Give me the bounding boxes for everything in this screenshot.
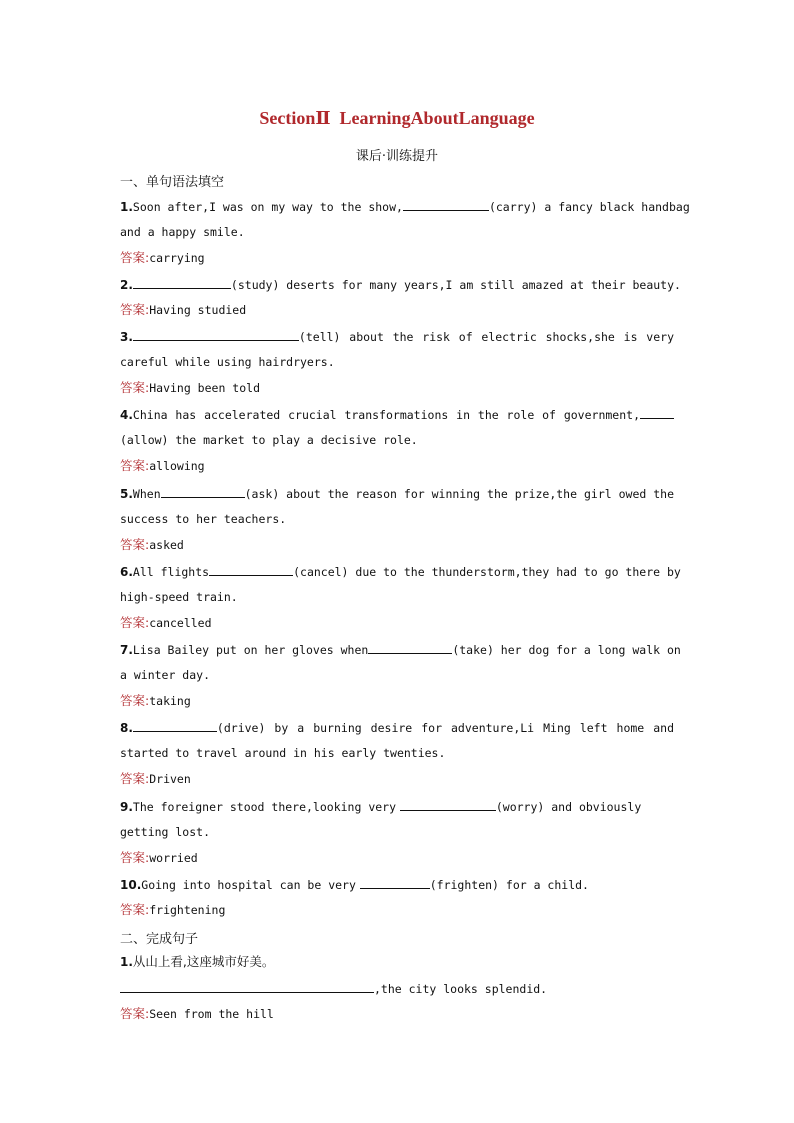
answer-3: 答案:Having been told: [120, 380, 260, 395]
answer-blank[interactable]: [209, 563, 293, 576]
question-1: 1.Soon after,I was on my way to the show, (carry) a fancy black handbag: [120, 200, 690, 214]
answer-blank[interactable]: [360, 876, 430, 889]
translation-question-1: 1.从山上看,这座城市好美。: [120, 954, 275, 969]
question-3-continued: careful while using hairdryers.: [120, 355, 335, 369]
translation-sentence-1: ,the city looks splendid.: [120, 980, 674, 997]
answer-2: 答案:Having studied: [120, 302, 247, 317]
section-heading-one: 一、单句语法填空: [120, 175, 225, 190]
section-heading-two: 二、完成句子: [120, 932, 199, 947]
question-8: 8. (drive) by a burning desire for adventure,Li Ming left home and: [120, 721, 674, 735]
question-5: 5.When (ask) about the reason for winning the prize,the girl owed the: [120, 487, 674, 501]
question-4-continued: (allow) the market to play a decisive role.: [120, 433, 418, 447]
answer-4: 答案:allowing: [120, 458, 205, 473]
question-9: 9.The foreigner stood there,looking very (worry) and obviously: [120, 800, 642, 814]
answer-9: 答案:worried: [120, 850, 198, 865]
page-subtitle: 课后·训练提升: [355, 149, 439, 164]
answer-blank[interactable]: [133, 328, 299, 341]
question-4: 4.China has accelerated crucial transformations in the role of government,: [120, 406, 674, 423]
answer-blank[interactable]: [368, 641, 452, 654]
question-7-continued: a winter day.: [120, 668, 211, 682]
question-3: 3. (tell) about the risk of electric shocks,she is very: [120, 330, 674, 344]
question-10: 10.Going into hospital can be very (frighten) for a child.: [120, 878, 589, 892]
question-6: 6.All flights (cancel) due to the thunderstorm,they had to go there by: [120, 565, 681, 579]
question-1-continued: and a happy smile.: [120, 225, 245, 239]
answer-8: 答案:Driven: [120, 771, 191, 786]
question-9-continued: getting lost.: [120, 825, 211, 839]
answer-6: 答案:cancelled: [120, 615, 212, 630]
answer-7: 答案:taking: [120, 693, 191, 708]
answer-10: 答案:frightening: [120, 902, 226, 917]
answer-blank[interactable]: [403, 198, 489, 211]
question-8-continued: started to travel around in his early twenties.: [120, 746, 446, 760]
answer-blank[interactable]: [133, 719, 217, 732]
answer-blank[interactable]: [120, 980, 374, 993]
answer-blank[interactable]: [161, 485, 245, 498]
answer-1: 答案:carrying: [120, 250, 205, 265]
question-2: 2. (study) deserts for many years,I am still amazed at their beauty.: [120, 278, 681, 292]
question-5-continued: success to her teachers.: [120, 512, 287, 526]
answer-5: 答案:asked: [120, 537, 184, 552]
answer-blank[interactable]: [400, 798, 496, 811]
translation-answer-1: 答案:Seen from the hill: [120, 1006, 274, 1021]
answer-blank[interactable]: [133, 276, 231, 289]
answer-blank[interactable]: [640, 406, 674, 419]
question-7: 7.Lisa Bailey put on her gloves when (take) her dog for a long walk on: [120, 643, 681, 657]
page-title: SectionⅡ LearningAboutLanguage: [259, 108, 535, 128]
question-6-continued: high-speed train.: [120, 590, 238, 604]
